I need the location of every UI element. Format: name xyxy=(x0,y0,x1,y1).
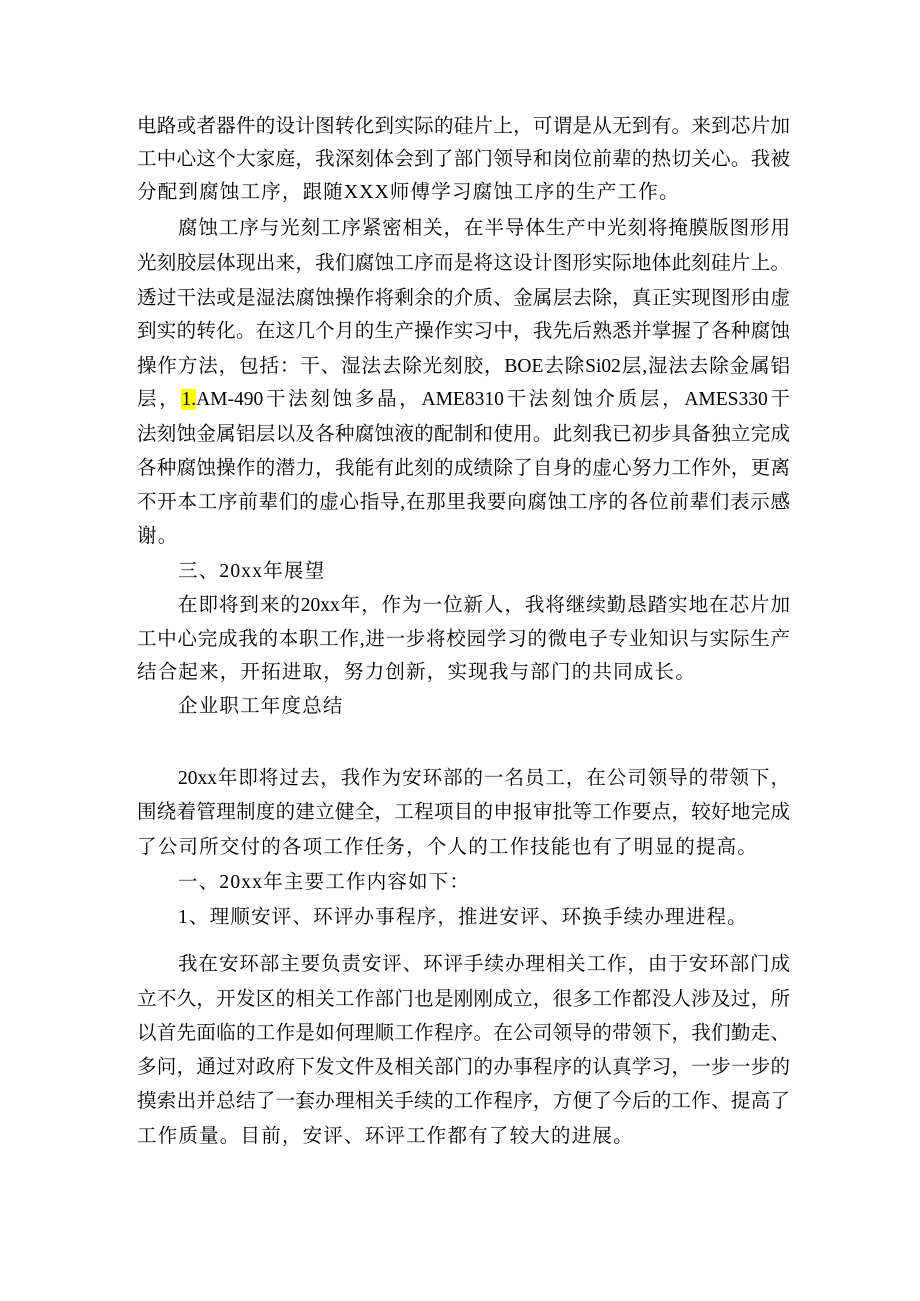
section-heading-main-work: 一、20xx年主要工作内容如下： xyxy=(178,872,471,893)
text-line: 立不久，开发区的相关工作部门也是刚刚成立，很多工作都没人涉及过，所 xyxy=(137,989,790,1010)
text-line: 在即将到来的20xx年，作为一位新人，我将继续勤恳踏实地在芯片加 xyxy=(178,595,790,616)
text-line: 法刻蚀金属铝层以及各种腐蚀液的配制和使用。此刻我已初步具备独立完成 xyxy=(137,424,790,445)
text-line: 工作质量。目前，安评、环评工作都有了较大的进展。 xyxy=(137,1126,634,1147)
text-line: 不开本工序前辈们的虚心指导,在那里我要向腐蚀工序的各位前辈们表示感 xyxy=(137,492,790,513)
text-line: 工中心完成我的本职工作,进一步将校园学习的微电子专业知识与实际生产 xyxy=(137,629,790,650)
text-line: 到实的转化。在这几个月的生产操作实习中，我先后熟悉并掌握了各种腐蚀 xyxy=(137,321,790,342)
text-line: 工中心这个大家庭，我深刻体会到了部门领导和岗位前辈的热切关心。我被 xyxy=(137,149,790,170)
text-line: 各种腐蚀操作的潜力，我能有此刻的成绩除了自身的虚心努力工作外，更离 xyxy=(137,458,790,479)
text-line: 围绕着管理制度的建立健全，工程项目的申报审批等工作要点，较好地完成 xyxy=(137,802,790,823)
section-heading-outlook: 三、20xx年展望 xyxy=(178,561,326,582)
text-line-with-highlight xyxy=(137,383,790,417)
text-line: 结合起来，开拓进取，努力创新，实现我与部门的共同成长。 xyxy=(137,662,696,683)
text-line: 以首先面临的工作是如何理顺工作程序。在公司领导的带领下，我们勤走、 xyxy=(137,1023,790,1044)
text-line: 我在安环部主要负责安评、环评手续办理相关工作，由于安环部门成 xyxy=(178,954,790,975)
text-line: 了公司所交付的各项工作任务，个人的工作技能也有了明显的提高。 xyxy=(137,837,759,858)
text-segment: 层， xyxy=(137,389,182,410)
list-item-heading: 1、理顺安评、环评办事程序，推进安评、环换手续办理进程。 xyxy=(178,907,748,928)
text-line: 分配到腐蚀工序，跟随XXX师傅学习腐蚀工序的生产工作。 xyxy=(137,182,680,203)
text-line: 摸索出并总结了一套办理相关手续的工作程序，方便了今后的工作、提高了 xyxy=(137,1091,790,1112)
highlighted-text: 1. xyxy=(181,389,197,410)
text-line: 电路或者器件的设计图转化到实际的硅片上，可谓是从无到有。来到芯片加 xyxy=(137,116,790,137)
text-line: 谢。 xyxy=(137,526,179,547)
text-line: 光刻胶层体现出来，我们腐蚀工序而是将这设计图形实际地体此刻硅片上。 xyxy=(137,253,790,274)
text-line: 操作方法，包括：干、湿法去除光刻胶，BOE去除Si02层,湿法去除金属铝 xyxy=(137,356,790,377)
text-line: 透过干法或是湿法腐蚀操作将剩余的介质、金属层去除，真正实现图形由虚 xyxy=(137,288,790,309)
document-title: 企业职工年度总结 xyxy=(178,696,344,717)
text-line: 20xx年即将过去，我作为安环部的一名员工，在公司领导的带领下， xyxy=(178,768,790,789)
text-segment: AM-490干法刻蚀多晶，AME8310干法刻蚀介质层，AMES330干 xyxy=(196,389,790,410)
text-line: 腐蚀工序与光刻工序紧密相关，在半导体生产中光刻将掩膜版图形用 xyxy=(178,218,790,239)
text-line: 多问，通过对政府下发文件及相关部门的办事程序的认真学习，一步一步的 xyxy=(137,1057,790,1078)
